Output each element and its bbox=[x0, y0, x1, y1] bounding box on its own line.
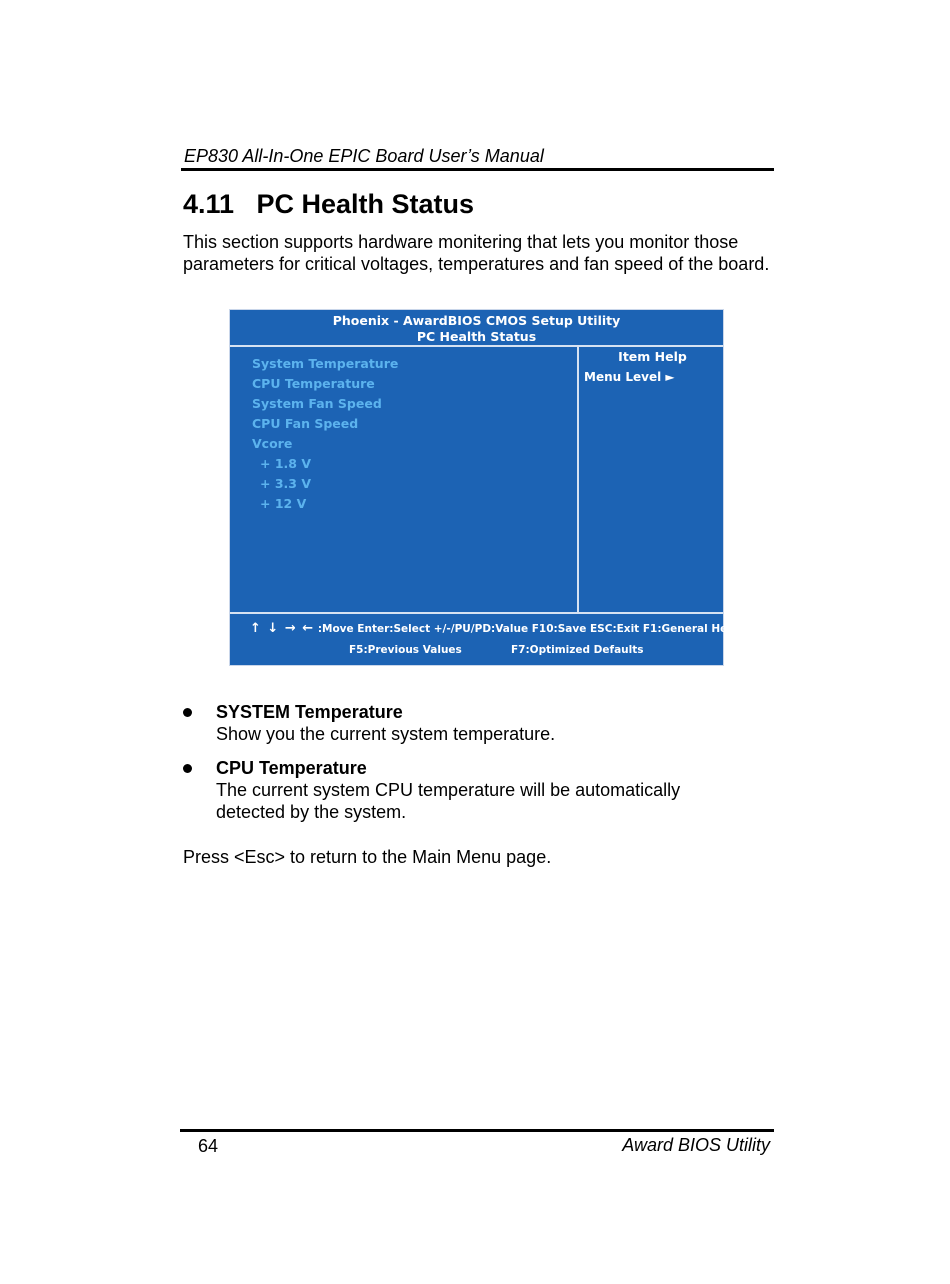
arrow-keys-icon: ↑ ↓ → ← bbox=[250, 621, 315, 636]
bios-item-3-3v[interactable]: + 3.3 V bbox=[260, 476, 311, 491]
triangle-right-icon: ► bbox=[665, 370, 675, 384]
bios-item-help-title: Item Help bbox=[618, 349, 687, 364]
bullet-title: CPU Temperature bbox=[216, 758, 367, 778]
bios-f5-label: F5:Previous Values bbox=[349, 644, 462, 656]
bullet-description: The current system CPU temperature will be automatically detected by the system. bbox=[216, 780, 681, 822]
bios-item-1-8v[interactable]: + 1.8 V bbox=[260, 456, 311, 471]
bios-item-cpu-fan-speed[interactable]: CPU Fan Speed bbox=[252, 416, 359, 431]
intro-paragraph: This section supports hardware monitering that lets you monitor those parameters for critical voltages, temperatures and fan speed of the board. bbox=[183, 232, 770, 274]
bios-footer-rule bbox=[230, 612, 723, 614]
manual-header-title: EP830 All-In-One EPIC Board User’s Manual bbox=[184, 146, 544, 166]
bullet-dot-icon bbox=[183, 764, 192, 773]
bullet-dot-icon bbox=[183, 708, 192, 717]
bullet-description: Show you the current system temperature. bbox=[216, 724, 556, 744]
page-number: 64 bbox=[198, 1136, 219, 1156]
bios-item-list bbox=[252, 354, 572, 514]
bios-key-help-line1 bbox=[250, 621, 738, 637]
bios-f7-label: F7:Optimized Defaults bbox=[511, 644, 644, 656]
bios-item-system-temperature[interactable]: System Temperature bbox=[252, 356, 399, 371]
bios-item-cpu-temperature[interactable]: CPU Temperature bbox=[252, 376, 375, 391]
footer-chapter-title: Award BIOS Utility bbox=[622, 1135, 770, 1155]
bios-item-12v[interactable]: + 12 V bbox=[260, 496, 307, 511]
section-heading bbox=[183, 187, 474, 221]
bios-title-bar bbox=[230, 310, 723, 347]
bios-item-vcore[interactable]: Vcore bbox=[252, 436, 293, 451]
bios-item-system-fan-speed[interactable]: System Fan Speed bbox=[252, 396, 382, 411]
closing-instruction: Press <Esc> to return to the Main Menu page. bbox=[183, 847, 552, 867]
header-rule bbox=[181, 168, 774, 171]
bios-screenshot bbox=[229, 309, 739, 666]
bullet-title: SYSTEM Temperature bbox=[216, 702, 403, 722]
bios-key-help-text: :Move Enter:Select +/-/PU/PD:Value F10:Save ESC:Exit F1:General Help bbox=[317, 623, 739, 635]
bios-panel-divider bbox=[577, 347, 579, 613]
footer-rule bbox=[180, 1129, 774, 1132]
bios-menu-level-label: Menu Level bbox=[584, 370, 662, 384]
section-number: 4.11 bbox=[183, 189, 235, 219]
bios-title: Phoenix - AwardBIOS CMOS Setup Utility bbox=[332, 313, 621, 328]
bios-subtitle: PC Health Status bbox=[416, 329, 537, 344]
bios-key-help-line2 bbox=[349, 642, 709, 658]
section-title: PC Health Status bbox=[256, 189, 475, 219]
bios-menu-level bbox=[584, 368, 675, 386]
